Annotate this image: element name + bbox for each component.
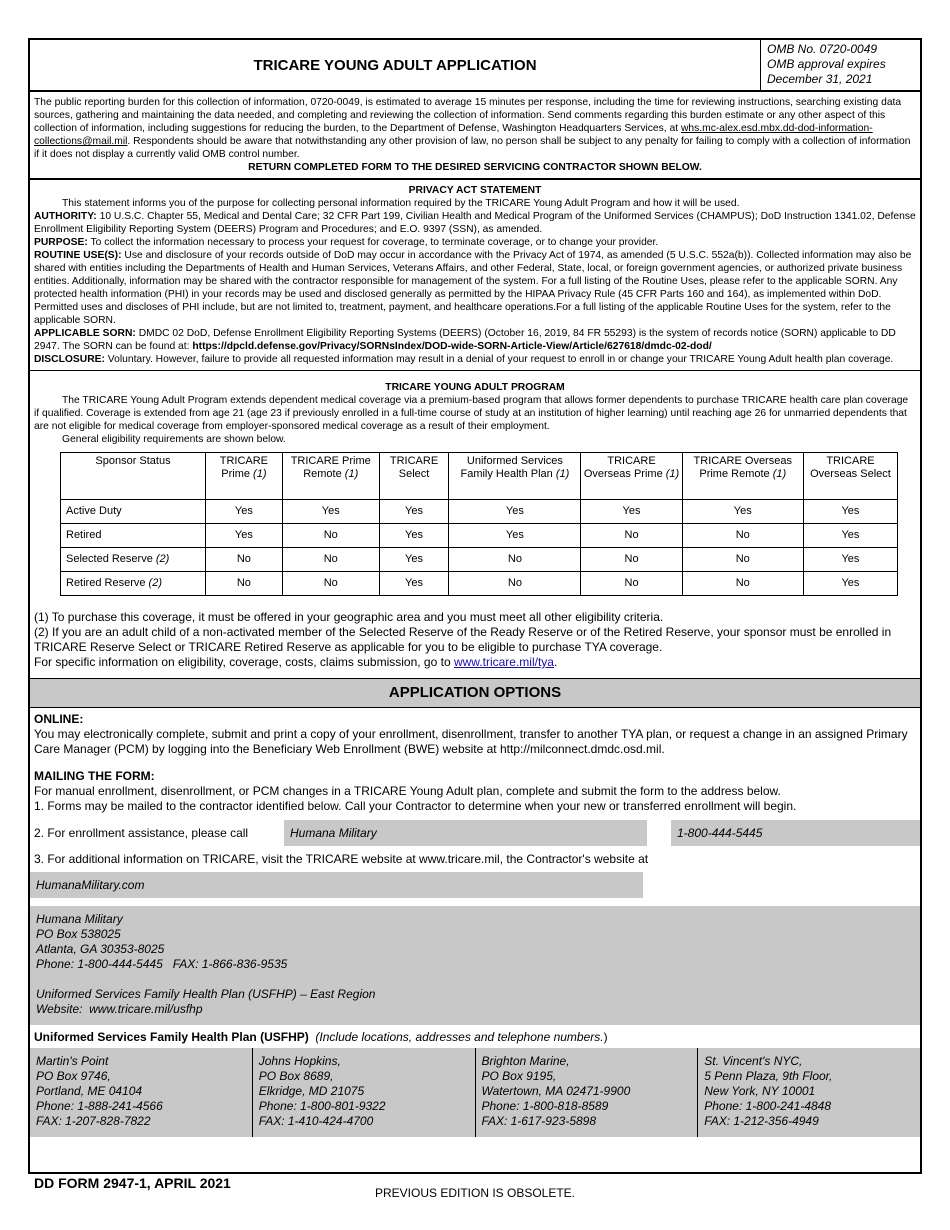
table-header: TRICARE Prime (1): [206, 453, 283, 500]
table-header-note: (1): [555, 468, 570, 480]
mailing-text-2: 1. Forms may be mailed to the contractor identified below. Call your Contractor to determine when your new or transferred enrollment will begin.: [34, 799, 797, 813]
online-section: [30, 708, 920, 814]
table-header: Sponsor Status: [61, 453, 206, 500]
online-label: ONLINE:: [34, 712, 84, 726]
eligibility-cell: No: [206, 548, 283, 572]
eligibility-cell: No: [682, 548, 803, 572]
eligibility-cell: Yes: [379, 500, 449, 524]
enrollment-assistance-row: [30, 820, 920, 846]
eligibility-cell: No: [282, 548, 379, 572]
eligibility-cell: Yes: [803, 524, 897, 548]
usfhp-location-field[interactable]: St. Vincent's NYC, 5 Penn Plaza, 9th Floor, New York, NY 10001 Phone: 1-800-241-4848 FAX: 1-212-356-4949: [697, 1048, 920, 1137]
table-header-note: (1): [772, 468, 787, 480]
table-row: [61, 500, 898, 524]
table-header: TRICARE Overseas Prime Remote (1): [682, 453, 803, 500]
contractor-name-field[interactable]: Humana Military: [284, 820, 647, 846]
contractor-address-field[interactable]: Humana Military PO Box 538025 Atlanta, GA 30353-8025 Phone: 1-800-444-5445 FAX: 1-866-836-9535 Uniformed Services Family Health Plan (USFHP) – East Region Website: www.tricare.mil/usfhp: [30, 906, 920, 1025]
eligibility-cell: Yes: [581, 500, 682, 524]
eligibility-cell: No: [449, 572, 581, 596]
table-row: [61, 524, 898, 548]
additional-info-label: 3. For additional information on TRICARE, visit the TRICARE website at www.tricare.mil, the Contractor's website at: [34, 852, 649, 866]
eligibility-cell: Yes: [682, 500, 803, 524]
application-options-title: APPLICATION OPTIONS: [30, 678, 920, 708]
eligibility-cell: No: [581, 572, 682, 596]
usfhp-locations: [30, 1048, 920, 1137]
omb-number: OMB No. 0720-0049: [767, 42, 878, 56]
usfhp-location-field[interactable]: Martin's Point PO Box 9746, Portland, ME 04104 Phone: 1-888-241-4566 FAX: 1-207-828-7822: [36, 1054, 163, 1128]
sorn-url: https://dpcld.defense.gov/Privacy/SORNsIndex/DOD-wide-SORN-Article-View/Article/627618/dmdc-02-dod/: [192, 341, 712, 352]
form-id: DD FORM 2947-1, APRIL 2021: [34, 1175, 231, 1191]
privacy-act-title: PRIVACY ACT STATEMENT: [408, 185, 542, 196]
eligibility-cell: No: [282, 572, 379, 596]
tya-general: General eligibility requirements are shown below.: [62, 434, 286, 445]
eligibility-cell: No: [282, 524, 379, 548]
eligibility-cell: No: [682, 524, 803, 548]
burden-statement: The public reporting burden for this collection of information, 0720-0049, is estimated to average 15 minutes per response, including the time for reviewing instructions, searching existing data sources, gathering and maintaining the data needed, and completing and reviewing the collection of information. Send comments regarding this burden estimate or any other aspect of this collection of information, including suggestions for reducing the burden, to the Department of Defense, Washington Headquarters Services, at whs.mc-alex.esd.mbx.dd-dod-information-collections@mail.mil. Respondents should be aware that notwithstanding any other provision of law, no person shall be subject to any penalty for failing to comply with a collection of information if it does not display a currently valid OMB control number. RETURN COMPLETED FORM TO THE DESIRED SERVICING CONTRACTOR SHOWN BELOW.: [30, 92, 920, 180]
table-header: TRICARE Overseas Select: [803, 453, 897, 500]
usfhp-heading: Uniformed Services Family Health Plan (USFHP) (Include locations, addresses and telephone numbers.): [30, 1025, 920, 1048]
table-header: TRICARE Overseas Prime (1): [581, 453, 682, 500]
eligibility-table: [60, 452, 898, 596]
sponsor-status-cell: Active Duty: [61, 500, 206, 524]
eligibility-cell: No: [206, 572, 283, 596]
eligibility-cell: No: [449, 548, 581, 572]
eligibility-cell: Yes: [379, 548, 449, 572]
eligibility-cell: Yes: [206, 500, 283, 524]
mailing-text-1: For manual enrollment, disenrollment, or PCM changes in a TRICARE Young Adult plan, complete and submit the form to the address below.: [34, 784, 781, 798]
enrollment-assistance-label: 2. For enrollment assistance, please call: [34, 826, 249, 840]
form-title: TRICARE YOUNG ADULT APPLICATION: [253, 56, 537, 74]
burden-email-link[interactable]: whs.mc-alex.esd.mbx.dd-dod-information-collections@mail.mil: [34, 123, 873, 147]
online-text: You may electronically complete, submit and print a copy of your enrollment, disenrollment, transfer to another TYA plan, or request a change in an assigned Primary Care Manager (PCM) by logging into the Beneficiary Web Enrollment (BWE) website at http://milconnect.dmdc.osd.mil.: [34, 727, 908, 756]
sponsor-status-cell: Retired: [61, 524, 206, 548]
sponsor-status-cell: Selected Reserve (2): [61, 548, 206, 572]
usfhp-location-field[interactable]: Brighton Marine, PO Box 9195, Watertown, MA 02471-9900 Phone: 1-800-818-8589 FAX: 1-617-923-5898: [475, 1048, 698, 1137]
table-header: TRICARE Prime Remote (1): [282, 453, 379, 500]
eligibility-cell: No: [581, 548, 682, 572]
table-header-note: (1): [344, 468, 359, 480]
table-row: [61, 572, 898, 596]
privacy-intro: This statement informs you of the purpose for collecting personal information required by the TRICARE Young Adult Program and how it will be used.: [62, 198, 740, 209]
applicable-sorn: APPLICABLE SORN: DMDC 02 DoD, Defense Enrollment Eligibility Reporting Systems (DEERS) (October 16, 2019, 84 FR 55293) is the system of records notice (SORN) applicable to DD 2947. The SORN can be found at: https://dpcld.defense.gov/Privacy/SORNsIndex/DOD-wide-SORN-Article-View/Article/627618/dmdc-02-dod/: [34, 328, 896, 352]
eligibility-cell: Yes: [449, 500, 581, 524]
table-header: TRICARE Select: [379, 453, 449, 500]
omb-expiry-date: December 31, 2021: [767, 72, 873, 86]
tya-program: [30, 371, 920, 600]
return-instruction: RETURN COMPLETED FORM TO THE DESIRED SERVICING CONTRACTOR SHOWN BELOW.: [248, 162, 702, 173]
eligibility-notes: [30, 600, 920, 678]
omb-info: [760, 40, 920, 90]
sponsor-status-cell: Retired Reserve (2): [61, 572, 206, 596]
omb-approval: OMB approval expires: [767, 57, 886, 71]
contractor-website-field[interactable]: HumanaMilitary.com: [30, 872, 643, 898]
eligibility-cell: Yes: [282, 500, 379, 524]
eligibility-cell: Yes: [803, 500, 897, 524]
tya-title: TRICARE YOUNG ADULT PROGRAM: [385, 382, 565, 393]
mailing-label: MAILING THE FORM:: [34, 769, 155, 783]
privacy-act-statement: [30, 180, 920, 371]
note-2: (2) If you are an adult child of a non-activated member of the Selected Reserve of the Ready Reserve or of the Retired Reserve, your sponsor must be enrolled in TRICARE Reserve Select or TRICARE Retired Reserve as applicable for you to be eligible to purchase TYA coverage.: [34, 625, 892, 654]
table-header-note: (1): [253, 468, 267, 480]
disclosure: DISCLOSURE: Voluntary. However, failure to provide all requested information may result in a denial of your request to enroll in or change your TRICARE Young Adult health plan coverage.: [34, 354, 894, 365]
authority: AUTHORITY: 10 U.S.C. Chapter 55, Medical and Dental Care; 32 CFR Part 199, Civilian Health and Medical Program of the Uniformed Services (CHAMPUS); DoD Instruction 1341.02, Defense Enrollment Eligibility Reporting System (DEERS) Program and Procedures; and E.O. 9397 (SSN), as amended.: [34, 211, 916, 235]
purpose: PURPOSE: To collect the information necessary to process your request for coverage, to terminate coverage, or to change your provider.: [34, 237, 659, 248]
table-header: Uniformed Services Family Health Plan (1): [449, 453, 581, 500]
form-header: [30, 40, 920, 92]
form-page: [28, 38, 922, 1174]
obsolete-notice: PREVIOUS EDITION IS OBSOLETE.: [374, 1186, 576, 1200]
eligibility-cell: No: [581, 524, 682, 548]
eligibility-cell: No: [682, 572, 803, 596]
eligibility-cell: Yes: [206, 524, 283, 548]
eligibility-cell: Yes: [803, 548, 897, 572]
routine-uses: ROUTINE USE(S): Use and disclosure of your records outside of DoD may occur in accordance with the Privacy Act of 1974, as amended (5 U.S.C. 552a(b)). Collected information may also be shared with entities including the Departments of Health and Human Services, Veterans Affairs, and other Federal, State, local, or foreign government agencies, or authorized private business entities. Additionally, information may be shared with the contractor responsible for management of the system. For a full listing of the Routine Uses, please refer to the applicable SORN. Any protected health information (PHI) in your records may be used and disclosed generally as permitted by the HIPAA Privacy Rule (45 CFR Parts 160 and 164), as implemented within DoD. Permitted uses and discloses of PHI include, but are not limited to, treatment, payment, and healthcare operations.For a full listing of the applicable Routine Uses for the system, refer to the applicable SORN.: [34, 250, 912, 326]
tya-body: The TRICARE Young Adult Program extends dependent medical coverage via a premium-based program that allows former dependents to purchase TRICARE health care plan coverage if qualified. Coverage is extended from age 21 (age 23 if previously enrolled in a full-time course of study at an institution of higher learning) until reaching age 26 for unmarried dependents that are not eligible for medical coverage from employer-sponsored medical coverage as a result of their employment.: [34, 395, 909, 432]
eligibility-cell: Yes: [379, 524, 449, 548]
note-1: (1) To purchase this coverage, it must be offered in your geographic area and you must meet all other eligibility criteria.: [34, 610, 664, 624]
note-3: For specific information on eligibility, coverage, costs, claims submission, go to www.tricare.mil/tya.: [34, 655, 558, 669]
eligibility-cell: Yes: [803, 572, 897, 596]
eligibility-cell: Yes: [449, 524, 581, 548]
table-header-note: (1): [665, 468, 680, 480]
table-row: [61, 548, 898, 572]
eligibility-cell: Yes: [379, 572, 449, 596]
usfhp-location-field[interactable]: Johns Hopkins, PO Box 8689, Elkridge, MD 21075 Phone: 1-800-801-9322 FAX: 1-410-424-4700: [252, 1048, 475, 1137]
tricare-tya-link[interactable]: www.tricare.mil/tya: [453, 655, 554, 669]
contractor-phone-field[interactable]: 1-800-444-5445: [671, 820, 920, 846]
